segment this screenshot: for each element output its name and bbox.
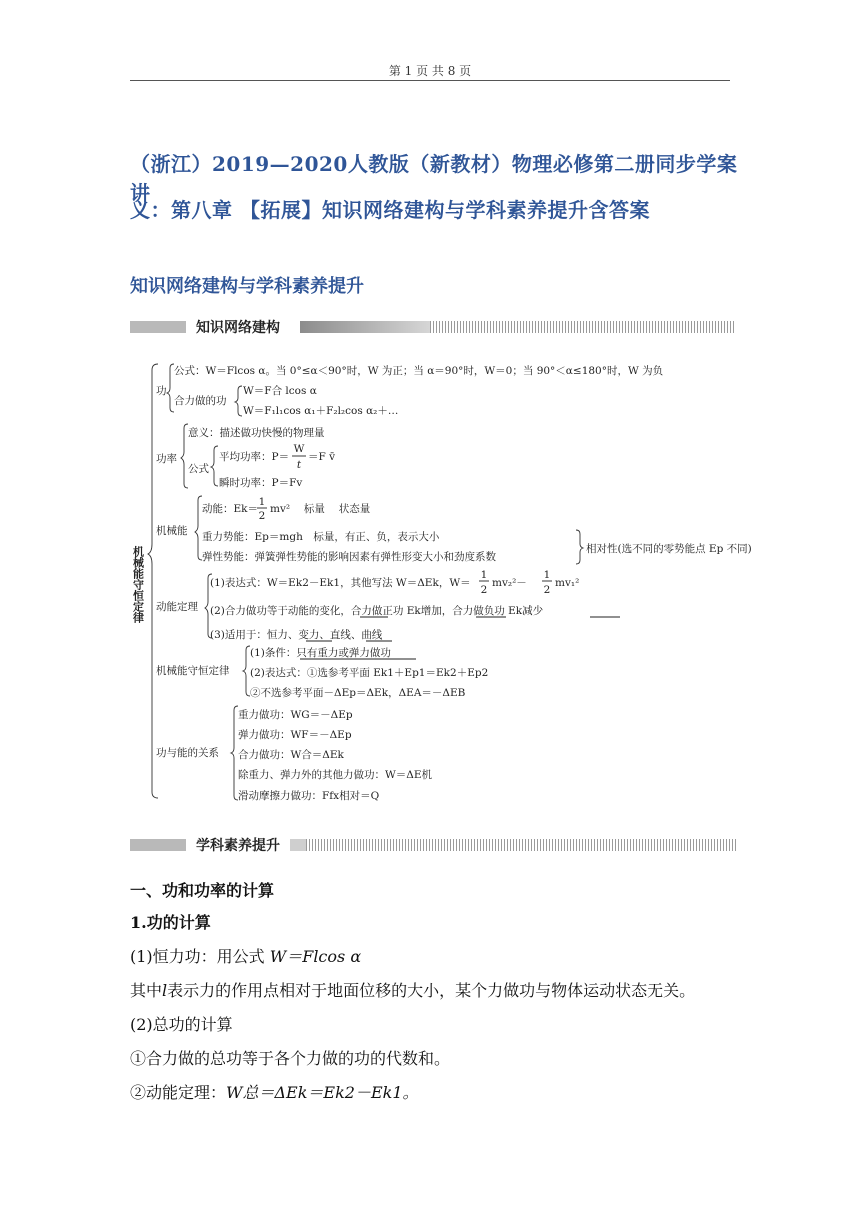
ke-theorem-item-1-mid: mv₂²－	[492, 577, 527, 589]
work-formula: 公式：W＝Flcos α。当 0°≤α＜90°时，W 为正；当 α＝90°时，W＝0；当 90°＜α≤180°时，W 为负	[174, 365, 664, 377]
kinetic-energy-suffix: mv² 标量 状态量	[270, 503, 371, 515]
ke-theorem-item-3: (3)适用于：恒力、变力、直线、曲线	[210, 629, 383, 641]
root-brace	[148, 364, 158, 798]
power-brace	[181, 424, 188, 488]
conservation-condition: (1)条件：只有重力或弹力做功	[250, 647, 391, 659]
knowledge-mindmap	[128, 348, 758, 808]
work-energy-item-4: 除重力、弹力外的其他力做功：W＝ΔE机	[238, 769, 433, 781]
avg-power-denominator: t	[296, 459, 302, 471]
paragraph-ke-theorem	[130, 1080, 419, 1103]
relativity-note: 相对性(选不同的零势能点 Ep 不同)	[586, 543, 752, 555]
conservation-label: 机械能守恒定律	[156, 665, 230, 677]
page-header: 第 1 页 共 8 页	[388, 64, 472, 78]
net-work-formula-1: W＝F合 lcos α	[243, 385, 317, 397]
heading-work-calc: 1.功的计算	[130, 913, 211, 932]
gravity-potential-energy: 重力势能：Ep＝mgh 标量，有正、负，表示大小	[202, 531, 440, 543]
mechanical-energy-label: 机械能	[156, 525, 188, 537]
paragraph-displacement-post: 表示力的作用点相对于地面位移的大小，某个力做功与物体运动状态无关。	[167, 981, 696, 1000]
header-rule	[130, 80, 730, 81]
conservation-expression: (2)表达式：①选参考平面 Ek1＋Ep1＝Ek2＋Ep2	[250, 667, 489, 679]
conservation-expression-2: ②不选参考平面－ΔEp＝ΔEk，ΔEA＝－ΔEB	[250, 687, 466, 699]
ke-theorem-item-1: (1)表达式：W＝Ek2－Ek1，其他写法 W＝ΔEk，W＝	[210, 577, 471, 589]
bar-block	[130, 321, 186, 333]
work-brace	[167, 364, 174, 412]
work-energy-brace	[231, 706, 238, 800]
root-label: 机械能守恒定律	[131, 546, 145, 623]
net-work-formula-2: W＝F₁l₁cos α₁＋F₂l₂cos α₂＋…	[243, 405, 399, 417]
literacy-section-bar	[130, 835, 736, 855]
work-energy-item-1: 重力做功：WG＝－ΔEp	[238, 709, 353, 721]
heading-work-power: 一、功和功率的计算	[130, 881, 275, 900]
network-bar-label: 知识网络建构	[192, 317, 286, 337]
work-energy-item-5: 滑动摩擦力做功：Ffx相对＝Q	[238, 790, 380, 802]
ke-theorem-item-1-tail: mv₁²	[555, 577, 580, 589]
section-heading: 知识网络建构与学科素养提升	[130, 276, 364, 297]
power-meaning: 意义：描述做功快慢的物理量	[188, 427, 325, 439]
paragraph-displacement	[130, 978, 695, 1001]
relativity-brace	[576, 530, 583, 564]
paragraph-displacement-pre: 其中	[130, 981, 163, 1000]
net-work-label: 合力做的功	[174, 395, 227, 407]
ke-half-numerator-1: 1	[480, 569, 488, 581]
bar-hatch	[306, 839, 736, 851]
elastic-potential-energy: 弹性势能：弹簧弹性势能的影响因素有弹性形变大小和劲度系数	[202, 551, 496, 563]
work-energy-label: 功与能的关系	[156, 747, 219, 759]
bar-hatch	[430, 321, 736, 333]
work-label: 功	[156, 385, 167, 397]
kinetic-half-numerator: 1	[258, 496, 266, 508]
ke-theorem-label: 动能定理	[156, 601, 198, 613]
work-energy-item-3: 合力做功：W合＝ΔEk	[238, 749, 344, 761]
power-formula-label: 公式	[188, 463, 209, 475]
paragraph-algebraic-sum: ①合力做的总功等于各个力做的功的代数和。	[130, 1049, 451, 1068]
ke-half-numerator-2: 1	[543, 569, 551, 581]
paragraph-ke-theorem-pre: ②动能定理：	[130, 1083, 227, 1102]
l-symbol: l	[162, 981, 168, 1000]
document-title-line-2: 义：第八章 【拓展】知识网络建构与学科素养提升含答案	[130, 198, 650, 222]
bar-block	[130, 839, 186, 851]
ke-half-denominator-2: 2	[543, 584, 551, 596]
bar-gradient	[290, 839, 306, 851]
kinetic-half-denominator: 2	[258, 510, 266, 522]
power-formula-brace	[211, 446, 218, 486]
work-energy-item-2: 弹力做功：WF＝－ΔEp	[238, 729, 352, 741]
energy-brace	[195, 496, 202, 560]
instant-power: 瞬时功率：P＝Fv	[219, 477, 303, 489]
avg-power-numerator: W	[293, 443, 305, 455]
avg-power-tail: ＝F v̄	[308, 451, 336, 463]
work-formula-inline: W＝Flcos α	[269, 947, 362, 966]
bar-gradient	[300, 321, 430, 333]
ke-theorem-item-2: (2)合力做功等于动能的变化，合力做正功 Ek增加，合力做负功 Ek减少	[210, 605, 544, 617]
ke-half-denominator-1: 2	[480, 584, 488, 596]
document-title-line-1: （浙江）2019—2020人教版（新教材）物理必修第二册同步学案讲	[130, 152, 738, 205]
paragraph-constant-force-text: (1)恒力功：用公式	[130, 947, 270, 966]
literacy-bar-label: 学科素养提升	[192, 835, 286, 855]
conservation-brace	[243, 646, 250, 696]
avg-power: 平均功率：P＝	[219, 451, 290, 463]
net-work-brace	[235, 386, 242, 416]
network-section-bar	[130, 317, 736, 337]
power-label: 功率	[156, 453, 177, 465]
kinetic-energy-prefix: 动能：Ek＝	[202, 503, 259, 515]
ke-theorem-formula-inline: W总＝ΔEk＝Ek2－Ek1。	[226, 1083, 419, 1102]
paragraph-total-work: (2)总功的计算	[130, 1015, 233, 1034]
paragraph-constant-force	[130, 944, 361, 967]
